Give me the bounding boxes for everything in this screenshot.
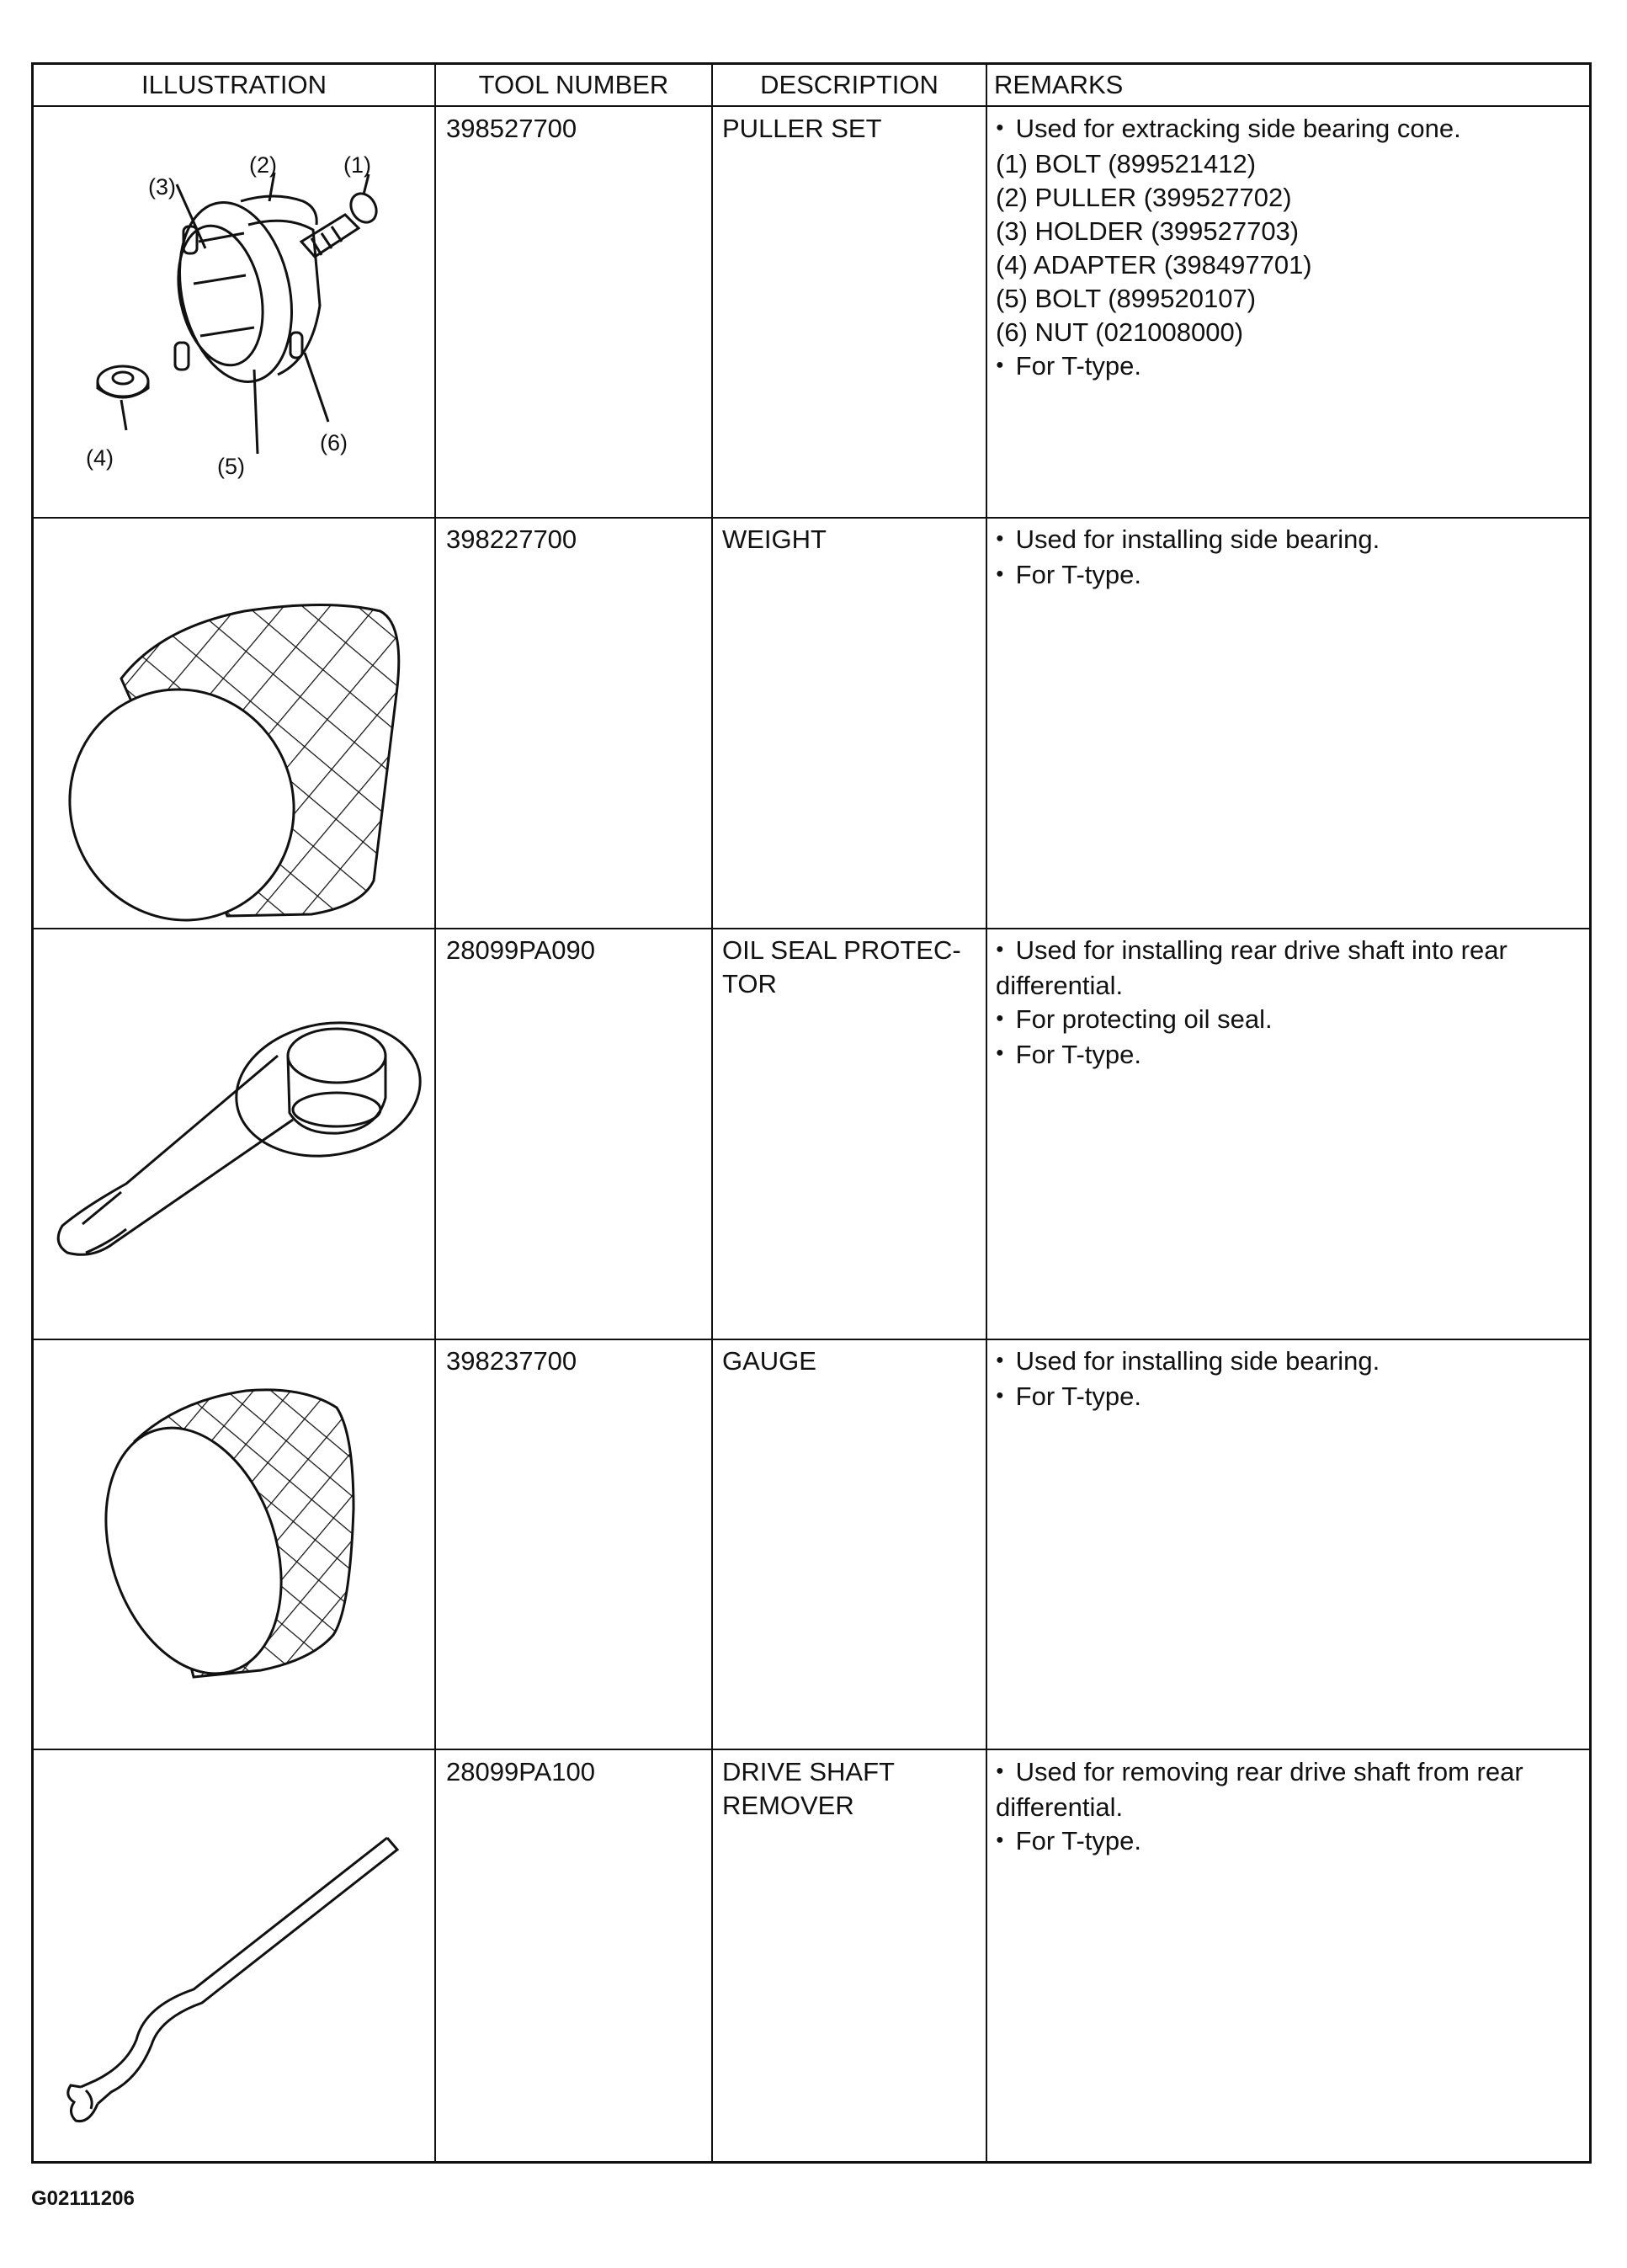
remark-line: ● For protecting oil seal. [996,1003,1585,1038]
description-cell [722,523,827,556]
description-cell [722,112,882,146]
description-cell [722,1344,816,1378]
callout-4: (4) [86,445,114,471]
description-line: WEIGHT [722,524,827,554]
header-remarks: REMARKS [994,70,1124,99]
description-cell [722,1755,895,1823]
weight-illustration [34,519,434,928]
remark-line: (6) NUT (021008000) [996,317,1244,347]
figure-code: G02111206 [31,2187,135,2210]
remarks-cell [996,1344,1585,1415]
tool-number-cell: 28099PA100 [446,1757,595,1786]
oil-seal-protector-illustration [34,929,434,1339]
remark-line: ● Used for installing rear drive shaft into rear [996,934,1585,969]
gauge-illustration [34,1340,434,1749]
header-illustration: ILLUSTRATION [141,70,327,99]
remark-line: ● Used for extracking side bearing cone. [996,112,1585,147]
drive-shaft-remover-illustration [34,1750,434,2164]
remark-line: ● Used for installing side bearing. [996,1344,1585,1380]
column-divider [711,65,713,2161]
remarks-cell [996,523,1585,594]
callout-5: (5) [217,454,245,479]
special-tools-table [31,62,1592,2164]
remark-line: ● For T-type. [996,558,1585,594]
remark-line: ● Used for removing rear drive shaft from rear [996,1755,1585,1791]
remark-line: differential. [996,970,1124,1000]
remark-line: (4) ADAPTER (398497701) [996,249,1312,280]
puller-set-illustration [34,107,434,517]
column-divider [434,65,436,2161]
remark-line: (2) PULLER (399527702) [996,182,1292,212]
description-line: OIL SEAL PROTEC- [722,935,961,965]
description-line: DRIVE SHAFT [722,1757,895,1786]
tool-number-cell: 28099PA090 [446,935,595,965]
callout-6: (6) [320,430,348,455]
remark-line: ● For T-type. [996,349,1585,385]
tool-number-cell: 398237700 [446,1346,577,1376]
callout-2: (2) [249,152,277,178]
remark-line: ● For T-type. [996,1824,1585,1860]
description-line: TOR [722,969,777,998]
remark-line: differential. [996,1792,1124,1822]
column-divider [986,65,987,2161]
header-description: DESCRIPTION [760,70,938,99]
remark-line: ● Used for installing side bearing. [996,523,1585,558]
tool-number-cell: 398227700 [446,524,577,554]
remarks-cell [996,112,1585,385]
callout-3: (3) [148,174,176,200]
remark-line: ● For T-type. [996,1380,1585,1415]
description-line: PULLER SET [722,114,882,143]
description-cell [722,934,961,1001]
tool-number-cell: 398527700 [446,114,577,143]
remark-line: (3) HOLDER (399527703) [996,216,1300,246]
remark-line: ● For T-type. [996,1038,1585,1073]
callout-1: (1) [343,152,371,178]
remark-line: (1) BOLT (899521412) [996,148,1257,178]
remark-line: (5) BOLT (899520107) [996,283,1257,313]
header-tool-number: TOOL NUMBER [478,70,669,99]
remarks-cell [996,1755,1585,1860]
description-line: GAUGE [722,1346,816,1376]
description-line: REMOVER [722,1791,854,1820]
remarks-cell [996,934,1585,1073]
